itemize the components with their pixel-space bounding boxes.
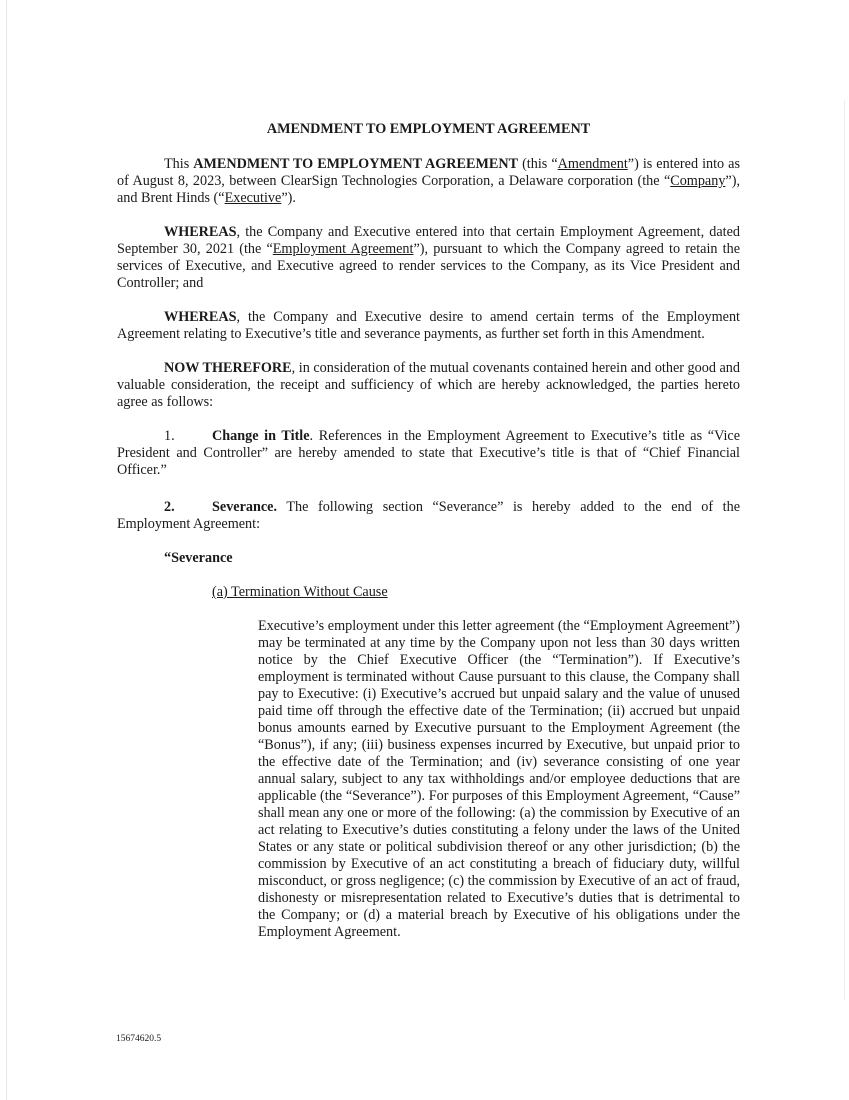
- now-therefore-paragraph: NOW THEREFORE, in consideration of the mutual covenants contained herein and other good and valuable consideration, the receipt and sufficiency of which are hereby acknowledged, the parties hereto agree as follows:: [117, 360, 740, 410]
- intro-paragraph: This AMENDMENT TO EMPLOYMENT AGREEMENT (this “Amendment”) is entered into as of August 8, 2023, between ClearSign Technologies Corporation, a Delaware corporation (the “Company”), and Brent Hinds (“Executive”).: [117, 156, 740, 206]
- whereas-paragraph-2: WHEREAS, the Company and Executive desire to amend certain terms of the Employment Agreement relating to Executive’s title and severance payments, as further set forth in this Amendment.: [117, 309, 740, 342]
- section-2-number: 2.: [164, 499, 175, 515]
- termination-without-cause-heading: (a) Termination Without Cause: [212, 584, 388, 600]
- scan-edge-left: [6, 0, 7, 1100]
- defined-term-amendment: Amendment: [557, 156, 628, 172]
- scan-edge-right: [844, 100, 845, 1000]
- intro-bold-title: AMENDMENT TO EMPLOYMENT AGREEMENT: [193, 156, 519, 172]
- defined-term-employment-agreement: Employment Agreement: [272, 241, 414, 257]
- defined-term-company: Company: [670, 173, 726, 189]
- section-2-severance: 2. Severance. The following section “Severance” is hereby added to the end of the Employment Agreement:: [117, 499, 740, 532]
- defined-term-executive: Executive: [224, 190, 282, 206]
- section-1-number: 1.: [164, 428, 175, 444]
- section-1-change-in-title: 1. Change in Title. References in the Employment Agreement to Executive’s title as “Vice President and Controller” are hereby amended to state that Executive’s title is that of “Chief Financial Officer.”: [117, 428, 741, 478]
- termination-clause-text: Executive’s employment under this letter agreement (the “Employment Agreement”) may be terminated at any time by the Company upon not less than 30 days written notice by the Chief Executive Officer (the “Termination”). If Executive’s employment is terminated without Cause pursuant to this clause, the Company shall pay to Executive: (i) Executive’s accrued but unpaid salary and the value of unused paid time off through the effective date of the Termination; (ii) accrued but unpaid bonus amounts earned by Executive pursuant to the Employment Agreement (the “Bonus”), if any; (iii) business expenses incurred by Executive, but unpaid prior to the effective date of the Termination; and (iv) severance consisting of one year annual salary, subject to any tax withholdings and/or employee deductions that are applicable (the “Severance”). For purposes of this Employment Agreement, “Cause” shall mean any one or more of the following: (a) the commission by Executive of an act relating to Executive’s duties constituting a felony under the laws of the United States or any state or political subdivision thereof or any other jurisdiction; (b) the commission by Executive of an act constituting a breach of fiduciary duty, willful misconduct, or gross negligence; (c) the commission by Executive of an act of fraud, dishonesty or misrepresentation related to Executive’s duties that is detrimental to the Company; or (d) a material breach by Executive of his obligations under the Employment Agreement.: [258, 618, 740, 940]
- section-2-heading: Severance.: [212, 499, 278, 515]
- whereas-paragraph-1: WHEREAS, the Company and Executive entered into that certain Employment Agreement, dated September 30, 2021 (the “Employment Agreement”), pursuant to which the Company agreed to retain the services of Executive, and Executive agreed to render services to the Company, as its Vice President and Controller; and: [117, 224, 740, 291]
- document-title: AMENDMENT TO EMPLOYMENT AGREEMENT: [266, 121, 591, 137]
- severance-heading: “Severance: [164, 550, 233, 566]
- document-id-footer: 15674620.5: [116, 1034, 162, 1044]
- section-1-heading: Change in Title: [212, 428, 310, 444]
- document-page: [117, 121, 740, 941]
